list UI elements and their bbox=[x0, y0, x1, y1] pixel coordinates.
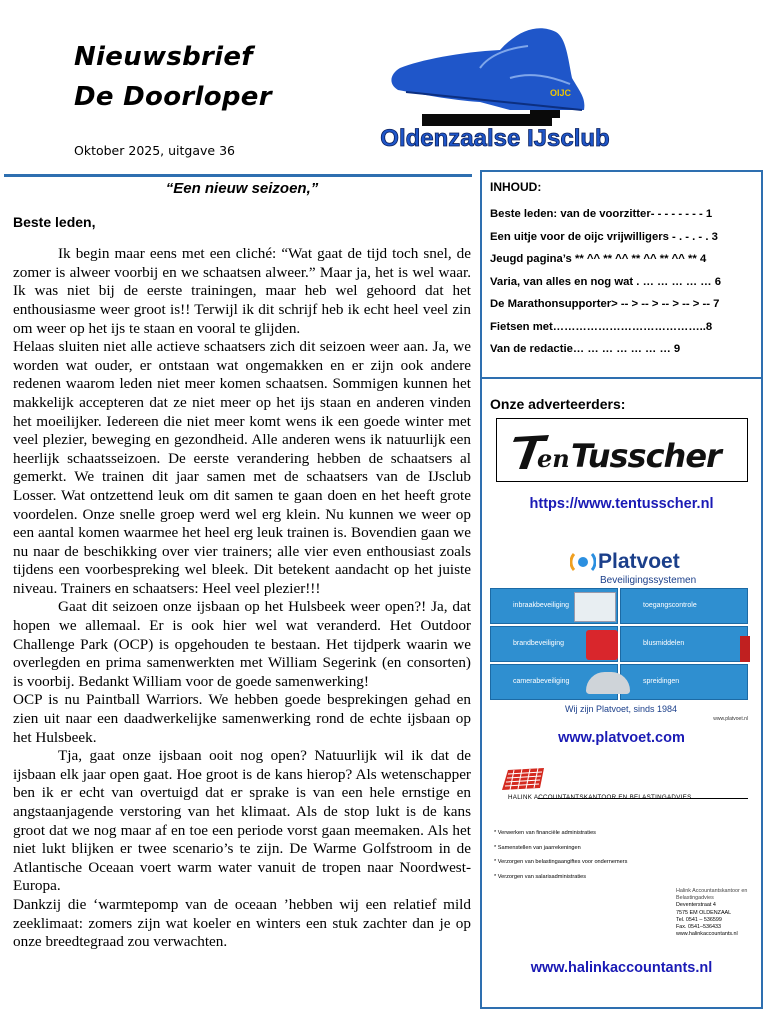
article-body bbox=[13, 245, 471, 952]
logo-club-name: Oldenzaalse IJsclub bbox=[380, 125, 610, 152]
article-paragraph: OCP is nu Paintball Warriors. We hebben goede besprekingen gehad en zien uit naar een daadwerkelijke samenwerking rond de echte ijsbaan op het Hulsbeek. bbox=[13, 691, 471, 746]
toc-item[interactable]: Een uitje voor de oijc vrijwilligers - . - . - . 3 bbox=[490, 230, 718, 243]
newsletter-title-line2: De Doorloper bbox=[74, 82, 272, 112]
halink-service-item: * Samenstellen van jaarrekeningen bbox=[494, 844, 581, 851]
sidebar bbox=[480, 170, 763, 1009]
article-paragraph: Dankzij die ‘warmtepomp van de oceaan ’hebben wij een relatief mild zeeklimaat: zomers zijn wat koeler en winters een stuk zachter dan je op onze breedtegraad zou verwachten. bbox=[13, 895, 471, 951]
halink-ad[interactable] bbox=[490, 764, 754, 938]
tile-blus: blusmiddelen bbox=[620, 626, 748, 662]
tentusscher-ad[interactable] bbox=[496, 418, 748, 482]
platvoet-ad[interactable] bbox=[490, 544, 752, 720]
halink-services bbox=[494, 830, 627, 888]
svg-text:en: en bbox=[537, 444, 570, 473]
extinguisher-image bbox=[740, 636, 750, 662]
advertisers-heading: Onze adverteerders: bbox=[490, 396, 626, 412]
platvoet-slogan: Wij zijn Platvoet, sinds 1984 bbox=[564, 704, 678, 714]
halink-service-item: * Verwerken van financiële administraties bbox=[494, 830, 596, 836]
tile-brand: brandbeveiliging bbox=[490, 626, 618, 662]
tile-toegang: toegangscontrole bbox=[620, 588, 748, 624]
platvoet-subtitle: Beveiligingssystemen bbox=[600, 575, 697, 586]
main-article bbox=[13, 178, 471, 952]
newsletter-title-line1: Nieuwsbrief bbox=[74, 42, 253, 72]
tile-inbraak: inbraakbeveiliging bbox=[490, 588, 618, 624]
halink-address-line: Deventerstraat 4 bbox=[676, 902, 716, 909]
article-paragraph: Ik begin maar eens met een cliché: “Wat gaat de tijd toch snel, de zomer is alweer voorbij en we schaatsen alweer.” Maar ja, het is wel waar. Ik was niet bij de eerste trainingen, maar heb wel gehoord dat het enthousiasme weer groot is!! Terwijl ik dit schrijf heb ik echt heel veel zin om weer op het ijs te staan en vooral te glijden. bbox=[13, 245, 471, 337]
toc-item[interactable]: Van de redactie… … … … … … … 9 bbox=[490, 343, 681, 355]
halink-address-line: www.halinkaccountants.nl bbox=[676, 931, 738, 938]
toc-list bbox=[490, 208, 752, 366]
halink-service-item: * Verzorgen van belastingaangiftes voor ondernemers bbox=[494, 859, 628, 865]
header-divider bbox=[4, 174, 472, 177]
article-paragraph: Tja, gaat onze ijsbaan ooit nog open? Natuurlijk wil ik dat de ijsbaan elk jaar open gaat. Hoe groot is de kans hierop? Als wetenschapper ben ik er echt van overtuigd dat er sprake is van een hele ernstige en angstaanjagende verstoring van het klimaat. Als de stop lukt is de kans groot dat we nog maar af en toe een periode vorst gaan meemaken. Als het niet lukt blijken er twee scenario’s te zijn. De Warme Golfstroom in de Atlantische Oceaan voert warm water vanuit de tropen naar Noordwest-Europa. bbox=[13, 747, 471, 895]
svg-text:Tusscher: Tusscher bbox=[571, 437, 721, 475]
article-headline: “Een nieuw seizoen,” bbox=[165, 180, 319, 197]
tile-spreiding: spreidingen bbox=[620, 664, 748, 700]
platvoet-small-url: www.platvoet.nl bbox=[713, 716, 748, 722]
toc-item[interactable]: Beste leden: van de voorzitter- - - - - - - - 1 bbox=[490, 208, 713, 220]
halink-link[interactable]: www.halinkaccountants.nl bbox=[530, 960, 713, 976]
article-greeting: Beste leden, bbox=[13, 213, 96, 230]
keypad-image bbox=[574, 592, 616, 622]
edition-date: Oktober 2025, uitgave 36 bbox=[74, 143, 235, 158]
article-paragraph: Gaat dit seizoen onze ijsbaan op het Hulsbeek weer open?! Ja, dat hopen we allemaal. Er is ook hier wel wat veranderd. Het Outdoor Challenge Park (OCP) is opgehouden te bestaan. Het tijdperk waarin we overlegden en prima samenwerkten met William Segerink (en consorten) is voorbij. Bedankt William voor de goede samenwerking! bbox=[13, 598, 471, 690]
toc-item[interactable]: Fietsen met…………………………………..8 bbox=[490, 320, 713, 333]
halink-address-line: Fax. 0541–536433 bbox=[676, 924, 721, 931]
tentusscher-link[interactable]: https://www.tentusscher.nl bbox=[529, 496, 714, 512]
platvoet-link[interactable]: www.platvoet.com bbox=[558, 730, 685, 746]
article-paragraph: Helaas sluiten niet alle actieve schaatsers zich dit seizoen weer aan. Ja, we worden wat ouder, er ontstaan wat ongemakken en er zijn ook andere redenen waarom leden niet meer komen schaatsen. Sommigen kunnen het makkelijk accepteren dat ze niet meer op het ijs staan en anderen vinden het moeilijker. Iedereen die niet meer komt wens ik een goede winter met veel plezier, beweging en gezondheid. Alle anderen wens ik natuurlijk een heerlijk schaatsseizoen. De eerste verandering hebben de schaatsers al gemerkt. We trainen dit jaar samen met de schaatsers van de IJsclub Losser. Wat ontzettend leuk om dit samen te gaan doen en het heeft grote voordelen. Onze snelle groep werd wel erg klein. Nu kunnen we weer op een aantal komen waarmee het heel erg leuk trainen is. Bovendien gaan we nu naar de beschikking over vier trainers; alle vier even enthousiast zoals tijdens een voorbespreking wel bleek. Dit betekent aandacht op het juiste niveau. Trainers en schaatsers: Heel veel plezier!!! bbox=[13, 338, 471, 597]
halink-address-line: Halink Accountantskantoor en Belastingadvies bbox=[676, 888, 748, 902]
halink-address-line: 7575 EM OLDENZAAL bbox=[676, 909, 732, 916]
logo-badge: OIJC bbox=[550, 88, 572, 98]
halink-name: HALINK ACCOUNTANTSKANTOOR EN BELASTINGADVIES bbox=[508, 794, 692, 801]
toc-item[interactable]: Varia, van alles en nog wat . … … … … … 6 bbox=[490, 275, 722, 288]
toc-item[interactable]: De Marathonsupporter> -- > -- > -- > -- > -- 7 bbox=[490, 298, 720, 310]
halink-service-item: * Verzorgen van salarisadministraties bbox=[494, 873, 587, 880]
tile-camera: camerabeveiliging bbox=[490, 664, 618, 700]
club-logo bbox=[360, 18, 630, 158]
table-of-contents bbox=[482, 172, 761, 379]
toc-heading: INHOUD: bbox=[490, 180, 542, 194]
alarm-button-image bbox=[586, 630, 618, 660]
halink-logo-icon bbox=[500, 766, 546, 792]
platvoet-logo-icon bbox=[570, 548, 596, 578]
platvoet-tiles bbox=[490, 588, 750, 700]
halink-address-line: Tel. 0541 – 536599 bbox=[676, 916, 722, 923]
platvoet-name: Platvoet bbox=[598, 550, 680, 573]
toc-item[interactable]: Jeugd pagina’s ** ^^ ** ^^ ** ^^ ** ^^ ** 4 bbox=[490, 253, 707, 265]
halink-address bbox=[676, 888, 754, 938]
